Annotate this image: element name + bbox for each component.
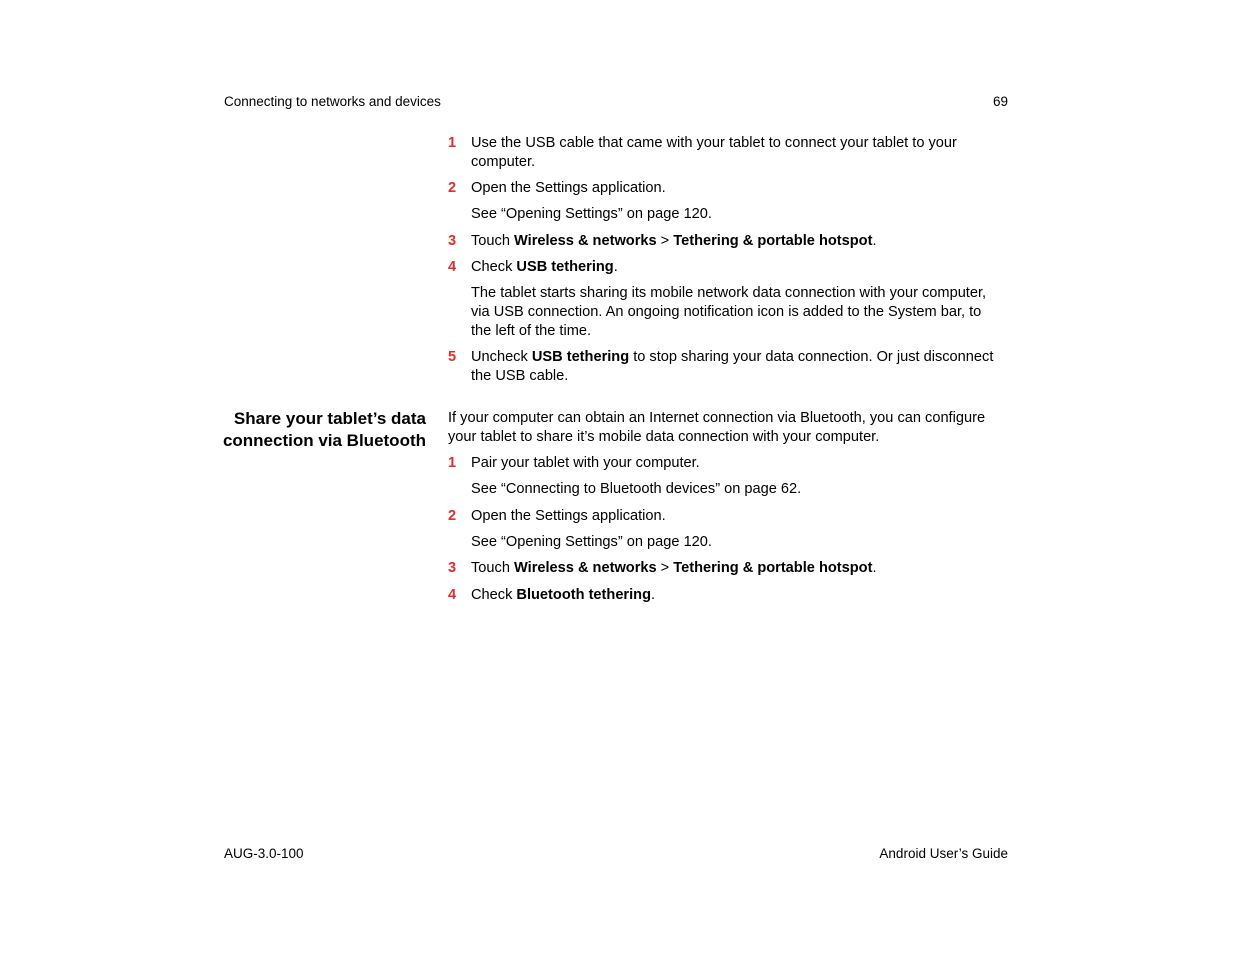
step-text: Open the Settings application. bbox=[471, 508, 666, 524]
step-number: 1 bbox=[448, 455, 457, 471]
setting-usb-tethering: USB tethering bbox=[516, 259, 614, 275]
running-header: Connecting to networks and devices bbox=[224, 94, 441, 109]
usb-step-5: 5 Uncheck USB tethering to stop sharing your data connection. Or just disconnect the USB cable. bbox=[448, 349, 994, 384]
setting-usb-tethering: USB tethering bbox=[531, 349, 630, 365]
step-number: 2 bbox=[448, 180, 457, 196]
cross-reference: See “Connecting to Bluetooth devices” on page 62. bbox=[471, 481, 802, 497]
step-number: 2 bbox=[448, 508, 457, 524]
menu-path-wireless: Wireless & networks bbox=[514, 560, 657, 576]
menu-path-wireless: Wireless & networks bbox=[514, 233, 657, 249]
setting-bluetooth-tethering: Bluetooth tethering bbox=[516, 587, 651, 603]
page-number: 69 bbox=[992, 94, 1008, 109]
cross-reference: See “Opening Settings” on page 120. bbox=[471, 534, 712, 550]
step-number: 4 bbox=[448, 587, 457, 603]
usb-step-3: 3 Touch Wireless & networks > Tethering & portable hotspot. bbox=[448, 233, 877, 249]
step-text: Use the USB cable that came with your tablet to connect your tablet to your computer. bbox=[471, 135, 957, 170]
usb-step-4: 4 Check USB tethering. bbox=[448, 259, 618, 275]
bt-step-4: 4 Check Bluetooth tethering. bbox=[448, 587, 656, 603]
menu-path-tethering: Tethering & portable hotspot bbox=[673, 560, 873, 576]
usb-step-2 bbox=[448, 179, 996, 198]
step-note: The tablet starts sharing its mobile network data connection with your computer, via USB connection. An ongoing notification icon is added to the System bar, to the left of the time. bbox=[471, 285, 987, 339]
cross-reference: See “Opening Settings” on page 120. bbox=[471, 206, 712, 222]
bluetooth-steps bbox=[448, 409, 996, 605]
bt-step-1 bbox=[448, 454, 996, 473]
menu-path-tethering: Tethering & portable hotspot bbox=[673, 233, 873, 249]
usb-step-1 bbox=[448, 134, 996, 172]
step-number: 3 bbox=[448, 233, 457, 249]
section-heading: Share your tablet’s data connection via Bluetooth bbox=[222, 409, 426, 450]
guide-title: Android User’s Guide bbox=[879, 846, 1008, 861]
section-intro: If your computer can obtain an Internet connection via Bluetooth, you can configure your tablet to share it’s mobile data connection with your computer. bbox=[448, 410, 986, 445]
step-number: 5 bbox=[448, 349, 457, 365]
step-text: Pair your tablet with your computer. bbox=[471, 455, 700, 471]
usb-steps bbox=[448, 134, 996, 386]
step-number: 4 bbox=[448, 259, 457, 275]
bt-step-3: 3 Touch Wireless & networks > Tethering & portable hotspot. bbox=[448, 560, 877, 576]
step-number: 1 bbox=[448, 135, 457, 151]
step-number: 3 bbox=[448, 560, 457, 576]
bt-step-2 bbox=[448, 507, 996, 526]
document-id: AUG-3.0-100 bbox=[224, 846, 304, 861]
step-text: Open the Settings application. bbox=[471, 180, 666, 196]
